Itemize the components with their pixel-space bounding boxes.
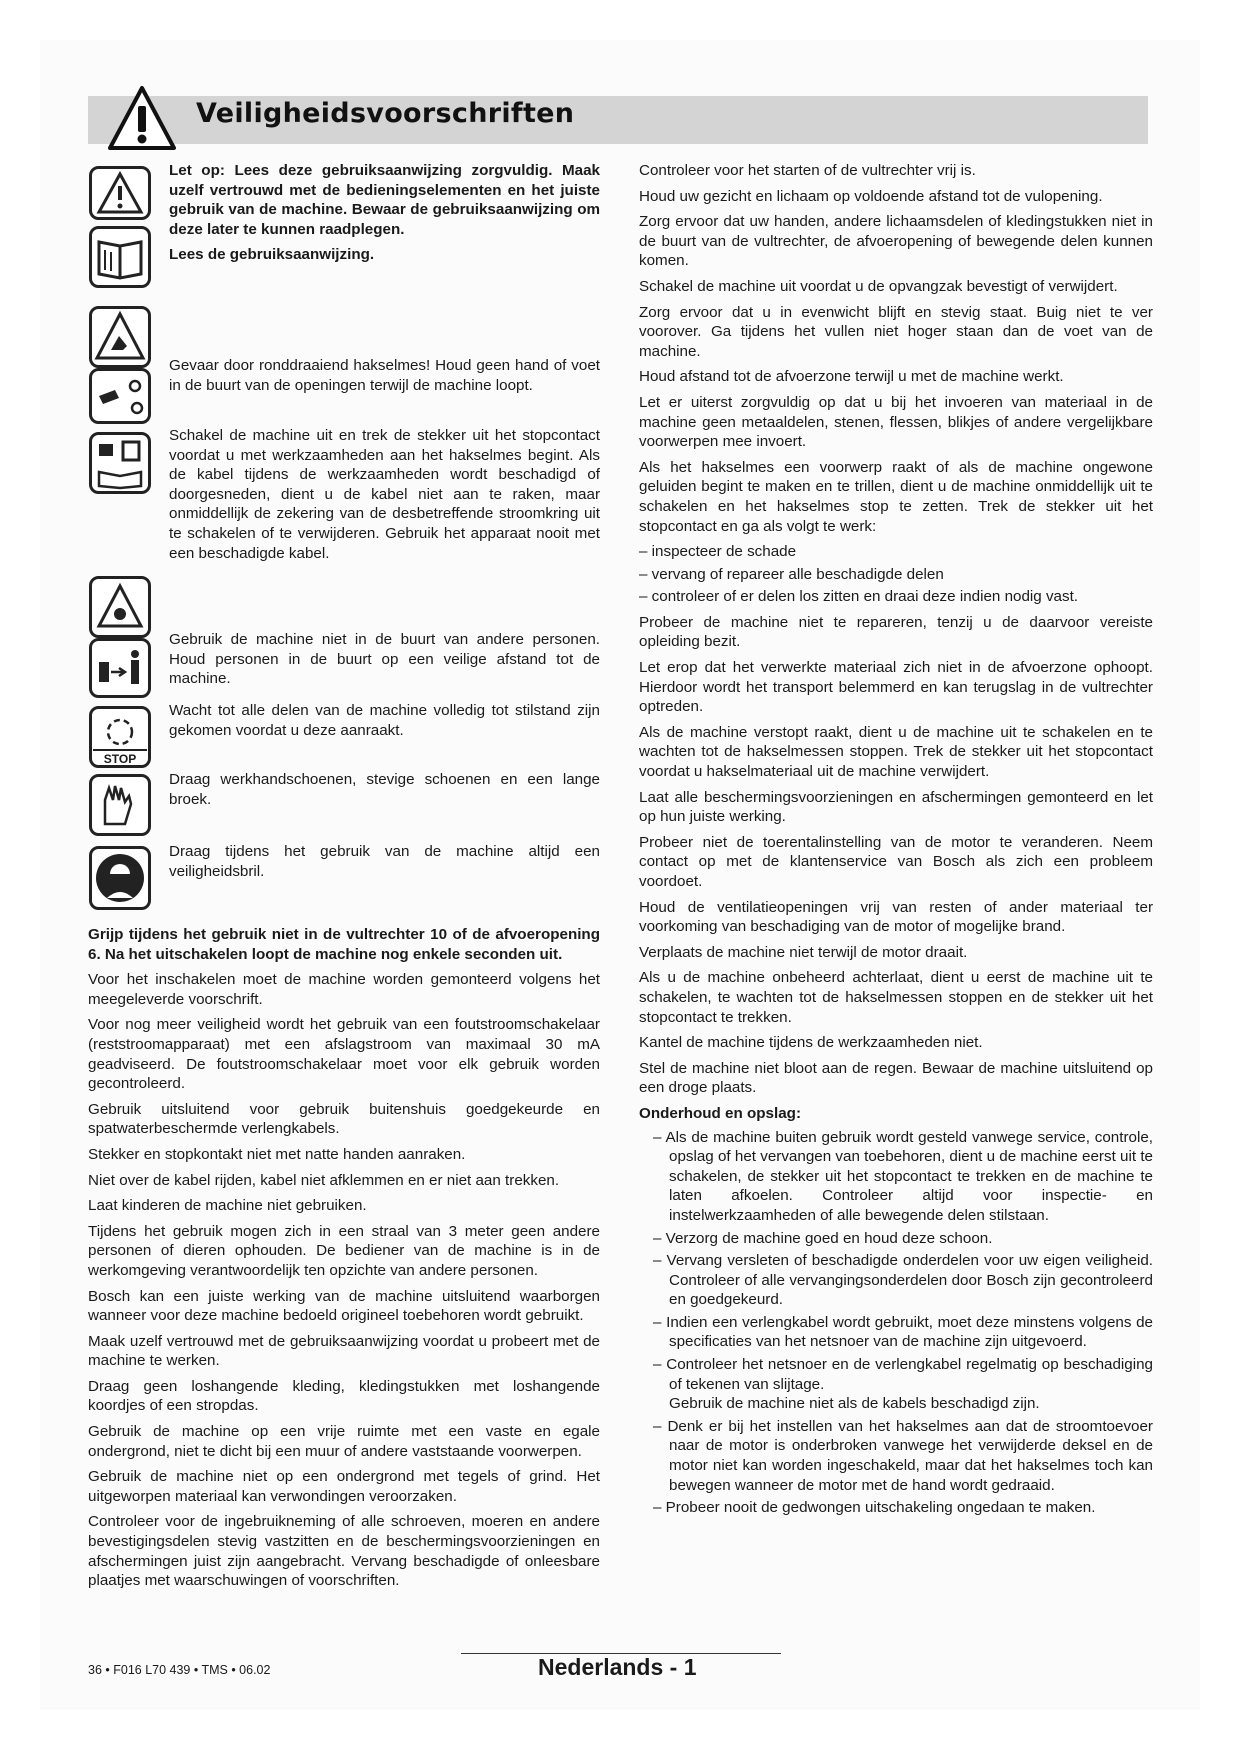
left-paragraph: Voor nog meer veiligheid wordt het gebruik van een foutstroomschakelaar (reststroomapparaat) met een afslagstroom van maximaal 30 mA geadviseerd. De foutstroomschakelaar moet voor elk gebruik worden gecontroleerd.	[88, 1016, 600, 1093]
left-paragraph: Maak uzelf vertrouwd met de gebruiksaanwijzing voordat u probeert met de machine te werken.	[88, 1332, 600, 1370]
maintenance-item: – Verzorg de machine goed en houd deze schoon.	[653, 1229, 993, 1247]
warning-sign-icon	[89, 166, 151, 220]
footer-code: 36 • F016 L70 439 • TMS • 06.02	[88, 1663, 271, 1677]
left-column	[88, 925, 600, 1597]
maintenance-item: – Probeer nooit de gedwongen uitschakeling ongedaan te maken.	[653, 1499, 1096, 1517]
left-paragraph: Draag geen loshangende kleding, kledingstukken met loshangende koordjes of een stropdas.	[88, 1377, 600, 1415]
page-title: Veiligheidsvoorschriften	[196, 98, 575, 129]
maintenance-list	[639, 1128, 1153, 1518]
unplug-icon	[89, 432, 151, 494]
right-paragraph: Houd de ventilatieopeningen vrij van resten of ander materiaal ter voorkoming van beschadiging van de motor of mogelijke brand.	[639, 898, 1153, 936]
unplug-warning	[169, 426, 600, 569]
warning-triangle-icon	[106, 84, 178, 154]
right-paragraph: Let erop dat het verwerkte materiaal zich niet in de afvoerzone ophoopt. Hierdoor wordt het transport belemmerd en kan terugslag in de vultrechter optreden.	[639, 659, 1153, 716]
maintenance-heading: Onderhoud en opslag:	[639, 1104, 801, 1122]
inspection-list	[639, 542, 1153, 607]
rotating-blade-warning	[169, 356, 600, 401]
debris-hazard-icon	[89, 576, 151, 638]
intro-bold-text: Let op: Lees deze gebruiksaanwijzing zorgvuldig. Maak uzelf vertrouwd met de bedieningselementen en het juiste gebruik van de machine. Bewaar de gebruiksaanwijzing om deze later te kunnen raadplegen.	[169, 162, 600, 238]
right-paragraph: Als het hakselmes een voorwerp raakt of als de machine ongewone geluiden begint te maken en te trillen, dient u de machine onmiddellijk uit te schakelen en het hakselmes stop te zetten. Trek de stekker uit het stopcontact en ga als volgt te werk:	[639, 458, 1153, 535]
right-paragraph: Zorg ervoor dat u in evenwicht blijft en stevig staat. Buig niet te ver voorover. Ga tijdens het vullen niet hoger staan dan de voet van de machine.	[639, 303, 1153, 360]
inspection-item: – inspecteer de schade	[639, 543, 797, 561]
left-paragraph: Niet over de kabel rijden, kabel niet afklemmen en er niet aan trekken.	[88, 1171, 560, 1189]
left-paragraph: Bosch kan een juiste werking van de machine uitsluitend waarborgen wanneer voor deze machine bedoeld origineel toebehoren wordt gebruikt.	[88, 1287, 600, 1325]
right-column	[639, 161, 1153, 1524]
plug-text: Schakel de machine uit en trek de stekker uit het stopcontact voordat u met werkzaamheden aan het hakselmes begint. Als de kabel tijdens de werkzaamheden wordt beschadigd of doorgesneden, dient u de kabel niet aan te raken, maar onmiddellijk de zekering van de desbetreffende stroomkring uit te schakelen of te verwijderen. Gebruik het apparaat nooit met een beschadigde kabel.	[169, 427, 600, 562]
right-paragraphs-b	[639, 613, 1153, 1098]
persons-warning	[169, 630, 600, 695]
stop-text: Wacht tot alle delen van de machine volledig tot stilstand zijn gekomen voordat u deze aanraakt.	[169, 702, 600, 739]
intro-block	[169, 161, 600, 271]
gloves-warning	[169, 770, 600, 815]
goggles-text: Draag tijdens het gebruik van de machine altijd een veiligheidsbril.	[169, 843, 600, 880]
right-paragraphs-a	[639, 161, 1153, 536]
right-paragraph: Laat alle beschermingsvoorzieningen en afschermingen gemonteerd en let op hun juiste werking.	[639, 788, 1153, 826]
intro-bold-text-2: Lees de gebruiksaanwijzing.	[169, 246, 375, 264]
stop-label: STOP	[103, 752, 137, 766]
inspection-item: – controleer of er delen los zitten en draai deze indien nodig vast.	[639, 588, 1079, 606]
right-paragraph: Probeer niet de toerentalinstelling van de motor te veranderen. Neem contact op met de klantenservice van Bosch als zich een probleem voordoet.	[639, 833, 1153, 890]
left-bold-paragraph: Grijp tijdens het gebruik niet in de vultrechter 10 of de afvoeropening 6. Na het uitschakelen loopt de machine nog enkele seconden uit.	[88, 926, 600, 963]
hand-injury-icon	[89, 306, 151, 368]
right-paragraph: Schakel de machine uit voordat u de opvangzak bevestigt of verwijdert.	[639, 277, 1118, 295]
manual-book-icon	[89, 226, 151, 288]
right-paragraph: Let er uiterst zorgvuldig op dat u bij het invoeren van materiaal in de machine geen metaaldelen, stenen, flessen, blikjes of andere vergelijkbare voorwerpen mee invoert.	[639, 393, 1153, 451]
left-paragraph: Tijdens het gebruik mogen zich in een straal van 3 meter geen andere personen of dieren ophouden. De bediener van de machine is in de werkomgeving verantwoordelijk ten opzichte van andere personen.	[88, 1222, 600, 1279]
left-paragraph: Laat kinderen de machine niet gebruiken.	[88, 1197, 367, 1215]
maintenance-item: – Als de machine buiten gebruik wordt gesteld vanwege service, controle, opslag of het vervangen van toebehoren, dient u de machine eerst uit te schakelen, de stekker uit het stopcontact te trekken en de machine te laten afkoelen. Controleer altijd voor inspectie- en instelwerkzaamheden of alle bewegende delen stilstaan.	[653, 1128, 1153, 1224]
maintenance-item: – Vervang versleten of beschadigde onderdelen voor uw eigen veiligheid. Controleer of alle vervangingsonderdelen door Bosch zijn gecontroleerd en goedgekeurd.	[653, 1252, 1153, 1309]
left-paragraphs	[88, 970, 600, 1591]
left-paragraph: Gebruik de machine niet op een ondergrond met tegels of grind. Het uitgeworpen materiaal kan verwondingen veroorzaken.	[88, 1468, 600, 1505]
left-paragraph: Stekker en stopkontakt niet met natte handen aanraken.	[88, 1145, 466, 1163]
right-paragraph: Verplaats de machine niet terwijl de motor draait.	[639, 943, 968, 961]
foot-hazard-icon	[89, 368, 151, 424]
gloves-icon	[89, 774, 151, 836]
left-paragraph: Gebruik de machine op een vrije ruimte met een vaste en egale ondergrond, niet te dicht bij een muur of andere vaststaande voorwerpen.	[88, 1423, 600, 1460]
left-paragraph: Controleer voor de ingebruikneming of alle schroeven, moeren en andere bevestigingsdelen stevig vastzitten en de beschermingsvoorzieningen en afschermingen juist zijn aangebracht. Vervang beschadigde of onleesbare plaatjes met waarschuwingen of voorschriften.	[88, 1513, 600, 1590]
stop-warning	[169, 701, 600, 746]
gloves-text: Draag werkhandschoenen, stevige schoenen en een lange broek.	[169, 771, 600, 808]
maintenance-item: – Controleer het netsnoer en de verlengkabel regelmatig op beschadiging of tekenen van slijtage. Gebruik de machine niet als de kabels beschadigd zijn.	[653, 1356, 1153, 1413]
left-paragraph: Voor het inschakelen moet de machine worden gemonteerd volgens het meegeleverde voorschrift.	[88, 971, 600, 1008]
right-paragraph: Houd uw gezicht en lichaam op voldoende afstand tot de vulopening.	[639, 187, 1103, 205]
inspection-item: – vervang of repareer alle beschadigde delen	[639, 565, 944, 583]
maintenance-note: Gebruik de machine niet als de kabels beschadigd zijn.	[669, 1395, 1040, 1413]
keep-distance-icon	[89, 638, 151, 698]
left-paragraph: Gebruik uitsluitend voor gebruik buitenshuis goedgekeurde en spatwaterbeschermde verlengkabels.	[88, 1100, 600, 1138]
persons-text: Gebruik de machine niet in de buurt van andere personen. Houd personen in de buurt op een veilige afstand tot de machine.	[169, 631, 600, 688]
maintenance-item: – Denk er bij het instellen van het hakselmes aan dat de stroomtoevoer naar de motor is onderbroken vanwege het verwijderde deksel en de motor niet kan worden ingeschakeld, maar dat het hakselmes toch kan bewegen wanneer de motor met de hand wordt gedraaid.	[653, 1417, 1153, 1494]
right-paragraph: Houd afstand tot de afvoerzone terwijl u met de machine werkt.	[639, 368, 1064, 386]
goggles-warning	[169, 842, 600, 887]
maintenance-item: – Indien een verlengkabel wordt gebruikt, moet deze minstens volgens de specificaties van het netsnoer van de machine zijn uitgevoerd.	[653, 1313, 1153, 1351]
right-paragraph: Als de machine verstopt raakt, dient u de machine uit te schakelen en te wachten tot de hakselmessen stoppen. Trek de stekker uit het stopcontact voordat u hakselmateriaal uit de machine verwijdert.	[639, 723, 1153, 781]
safety-goggles-icon	[89, 846, 151, 910]
right-paragraph: Stel de machine niet bloot aan de regen. Bewaar de machine uitsluitend op een droge plaats.	[639, 1059, 1153, 1097]
rotating-text: Gevaar door ronddraaiend hakselmes! Houd geen hand of voet in de buurt van de openingen terwijl de machine loopt.	[169, 357, 600, 394]
footer-page-label: Nederlands - 1	[538, 1654, 697, 1680]
right-paragraph: Kantel de machine tijdens de werkzaamheden niet.	[639, 1034, 983, 1052]
right-paragraph: Als u de machine onbeheerd achterlaat, dient u eerst de machine uit te schakelen, te wachten tot de hakselmessen stoppen en de stekker uit het stopcontact te trekken.	[639, 969, 1153, 1026]
right-paragraph: Controleer voor het starten of de vultrechter vrij is.	[639, 162, 976, 179]
right-paragraph: Probeer de machine niet te repareren, tenzij u de daarvoor vereiste opleiding bezit.	[639, 613, 1153, 651]
right-paragraph: Zorg ervoor dat uw handen, andere lichaamsdelen of kledingstukken niet in de buurt van de vultrechter, de afvoeropening of bewegende delen kunnen komen.	[639, 213, 1153, 270]
